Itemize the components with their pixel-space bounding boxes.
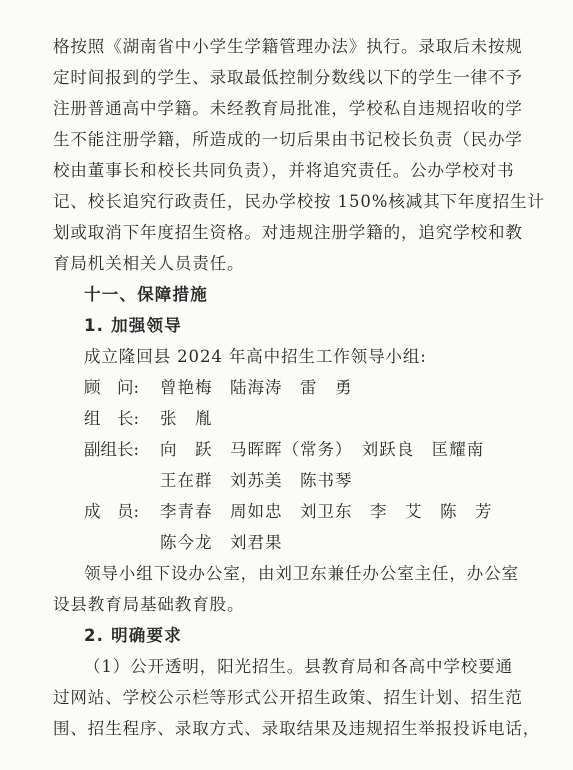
office-text-line: 设县教育局基础教育股。 bbox=[53, 595, 245, 614]
requirement-text-line: 围、招生程序、录取方式、录取结果及违规招生举报投诉电话， bbox=[53, 719, 541, 738]
names-deputy: 向 跃 马晖晖（常务） 刘跃良 匡耀南 bbox=[160, 440, 485, 459]
body-text-line: 划或取消下年度招生资格。对违规注册学籍的，追究学校和教 bbox=[53, 223, 523, 242]
body-text-line: 生不能注册学籍，所造成的一切后果由书记校长负责（民办学 bbox=[53, 130, 523, 149]
group-intro: 成立隆回县 2024 年高中招生工作领导小组: bbox=[84, 347, 427, 366]
role-leader: 组 长: bbox=[84, 409, 140, 428]
section-heading: 十一、保障措施 bbox=[84, 285, 208, 304]
office-text-line: 领导小组下设办公室，由刘卫东兼任办公室主任，办公室 bbox=[84, 564, 519, 583]
names-advisor: 曾艳梅 陆海涛 雷 勇 bbox=[160, 378, 353, 397]
names-deputy-continued: 王在群 刘苏美 陈书琴 bbox=[160, 471, 353, 490]
requirement-text-line: 过网站、学校公示栏等形式公开招生政策、招生计划、招生范 bbox=[53, 688, 523, 707]
names-member-continued: 陈今龙 刘君果 bbox=[160, 533, 283, 552]
body-text-line: 校由董事长和校长共同负责），并将追究责任。公办学校对书 bbox=[53, 161, 515, 180]
body-text-line: 定时间报到的学生、录取最低控制分数线以下的学生一律不予 bbox=[53, 68, 523, 87]
requirement-text-line: （1）公开透明，阳光招生。县教育局和各高中学校要通 bbox=[84, 657, 513, 676]
names-member: 李青春 周如忠 刘卫东 李 艾 陈 芳 bbox=[160, 502, 493, 521]
names-leader: 张 胤 bbox=[160, 409, 213, 428]
subsection-heading: 1. 加强领导 bbox=[84, 316, 182, 335]
body-text-line: 格按照《湖南省中小学生学籍管理办法》执行。录取后未按规 bbox=[53, 37, 523, 56]
subsection-heading: 2. 明确要求 bbox=[84, 626, 182, 645]
body-text-line: 注册普通高中学籍。未经教育局批准，学校私自违规招收的学 bbox=[53, 99, 523, 118]
body-text-line: 记、校长追究行政责任，民办学校按 150%核减其下年度招生计 bbox=[53, 192, 545, 211]
body-text-line: 育局机关相关人员责任。 bbox=[53, 254, 245, 273]
role-advisor: 顾 问: bbox=[84, 378, 140, 397]
role-member: 成 员: bbox=[84, 502, 140, 521]
role-deputy: 副组长: bbox=[84, 440, 140, 459]
